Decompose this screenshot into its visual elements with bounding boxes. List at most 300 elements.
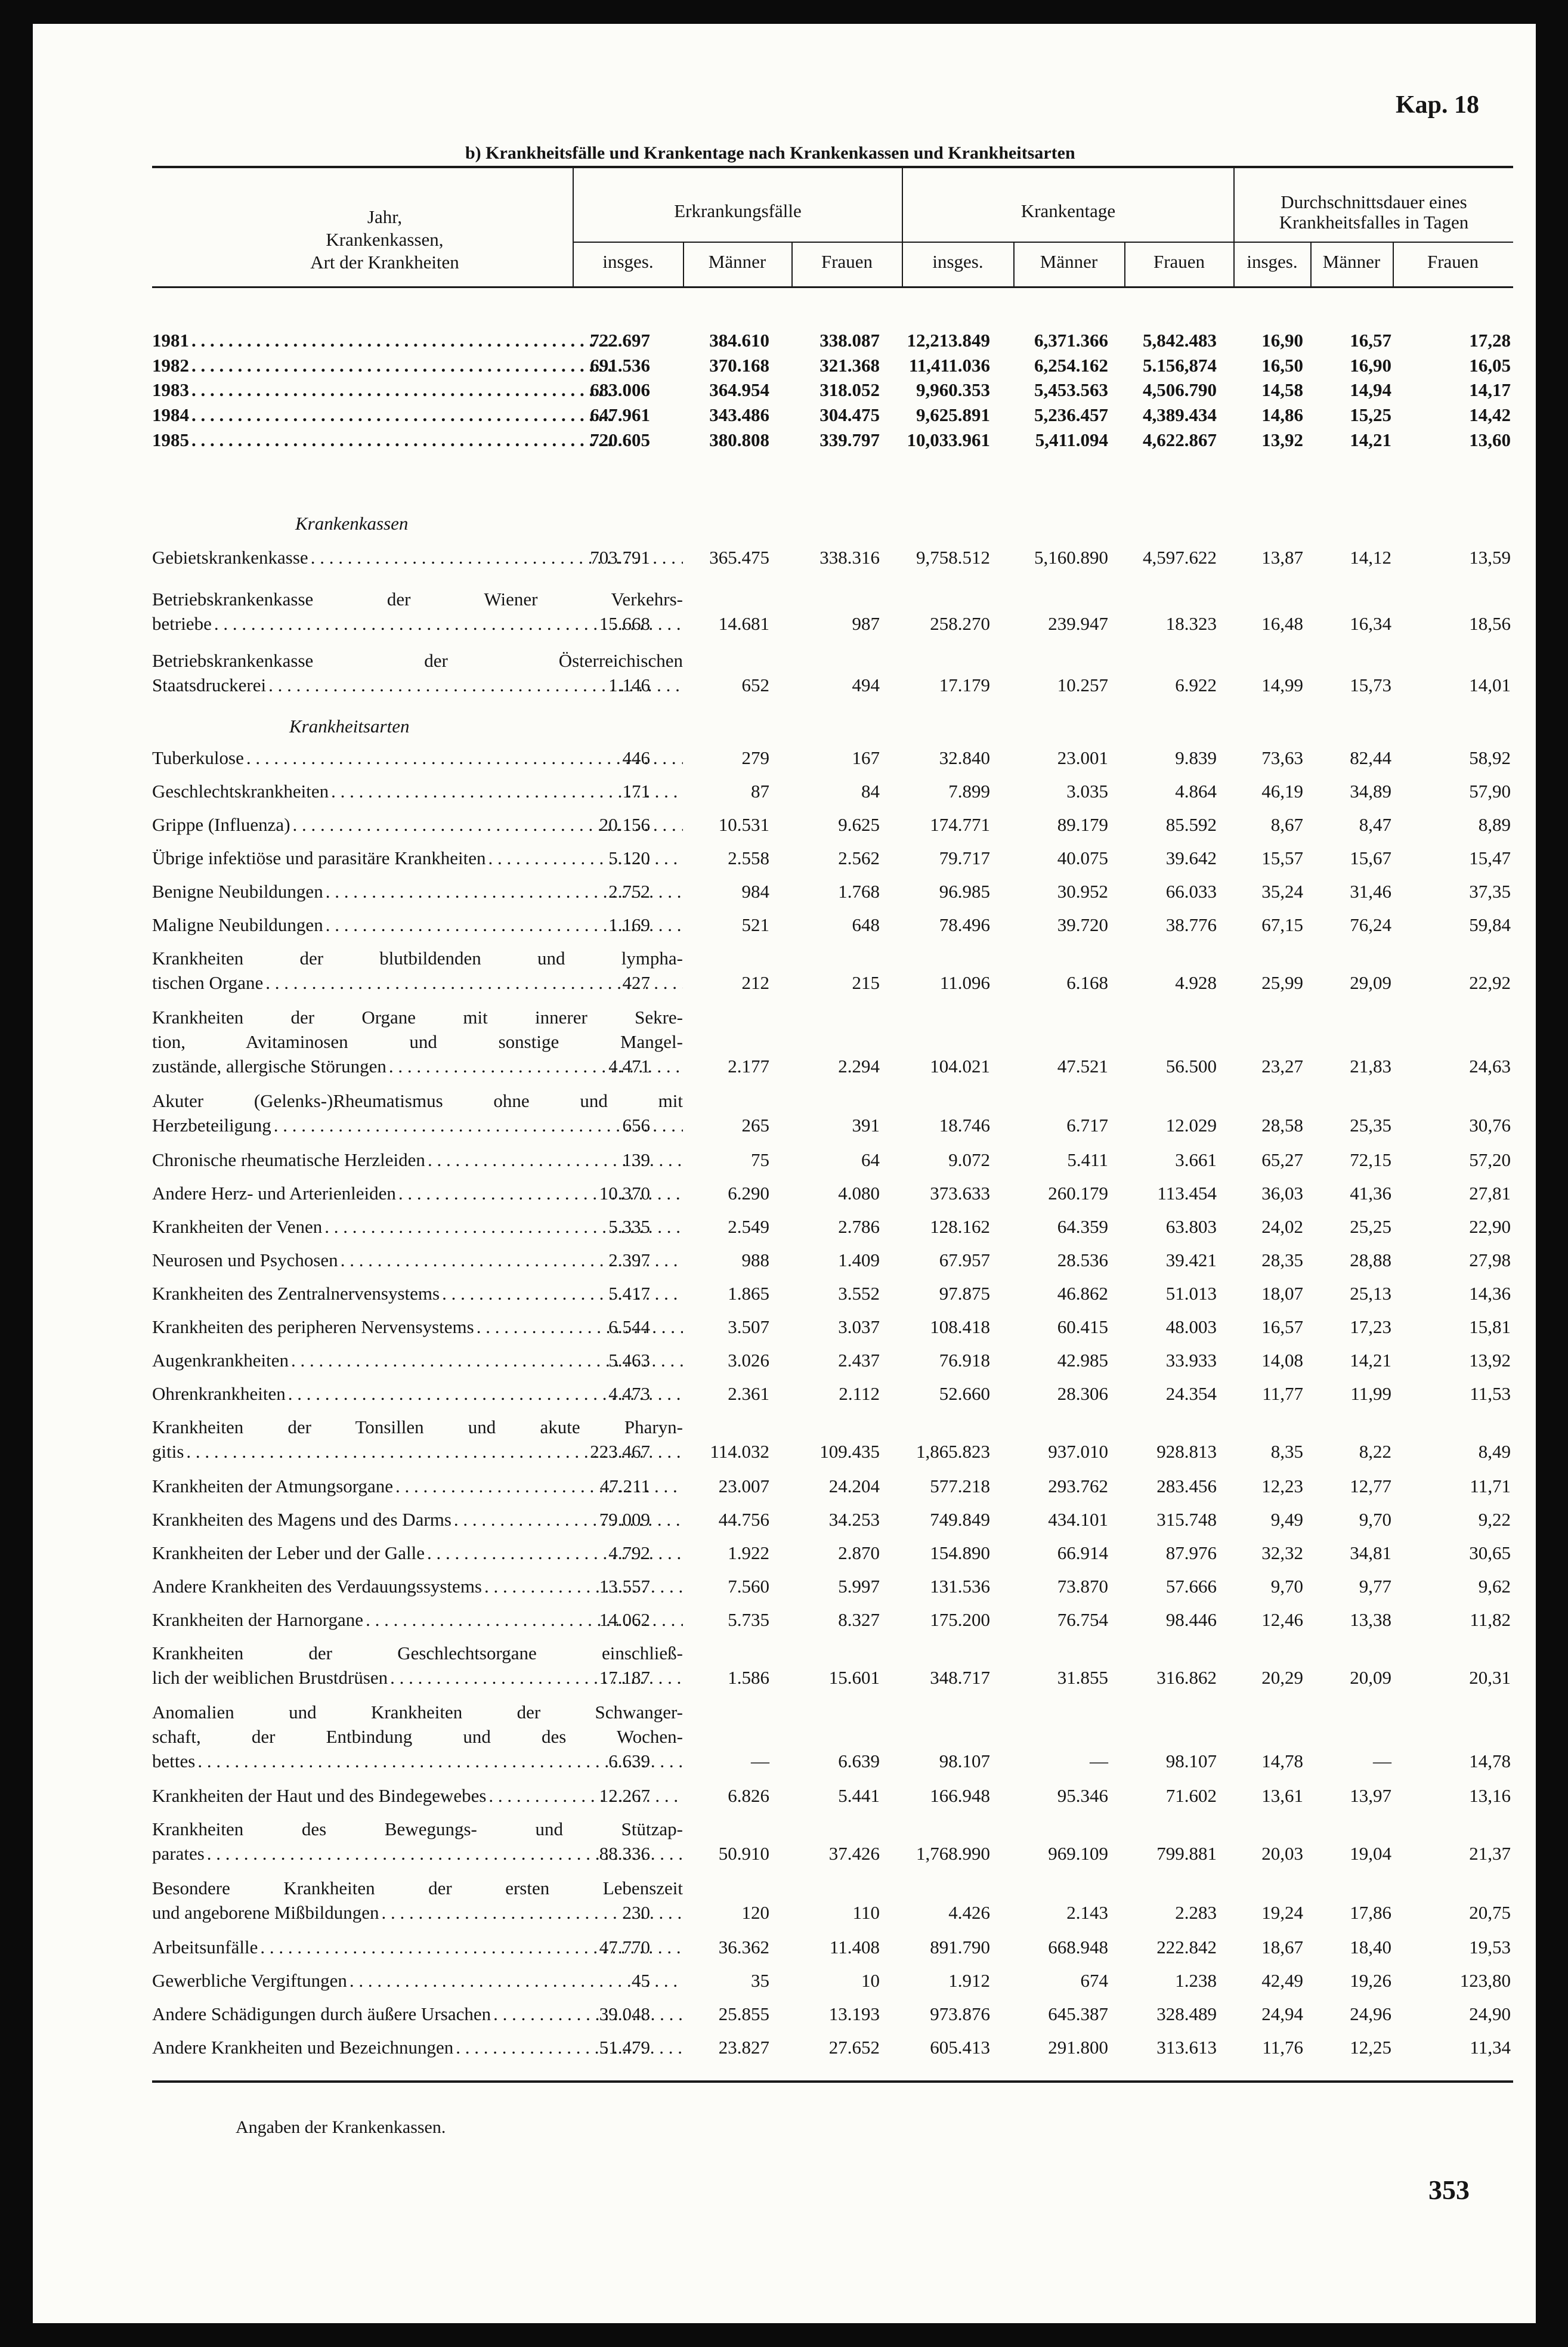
group-header-krankentage: Krankentage bbox=[1020, 200, 1116, 221]
table-cell: 338.316 bbox=[819, 547, 880, 568]
table-cell: 14,58 bbox=[1261, 379, 1303, 400]
leader-dots bbox=[484, 1574, 683, 1598]
table-cell: 4,597.622 bbox=[1143, 547, 1217, 568]
table-cell: 2.562 bbox=[838, 848, 880, 868]
table-cell: 6.717 bbox=[1066, 1115, 1108, 1136]
table-cell: 239.947 bbox=[1048, 613, 1108, 634]
sub-header-cell: Männer bbox=[708, 251, 766, 272]
table-cell: 73,63 bbox=[1261, 747, 1303, 768]
table-cell: 65,27 bbox=[1261, 1149, 1303, 1170]
table-cell: 12,25 bbox=[1350, 2037, 1391, 2058]
table-cell: 47.521 bbox=[1057, 1056, 1108, 1077]
table-cell: 648 bbox=[852, 914, 880, 935]
table-cell: 50.910 bbox=[718, 1843, 769, 1864]
year-label: 1982 bbox=[152, 355, 189, 376]
row-label-text: und angeborene Mißbildungen bbox=[152, 1902, 379, 1923]
row-label-line bbox=[152, 970, 683, 995]
row-label-text: Tuberkulose bbox=[152, 747, 244, 768]
table-cell: 316.862 bbox=[1156, 1667, 1217, 1688]
table-cell: 338.087 bbox=[819, 330, 880, 351]
row-label-line bbox=[152, 1281, 683, 1306]
row-label-text: Augenkrankheiten bbox=[152, 1350, 289, 1371]
table-cell: 16,90 bbox=[1350, 355, 1391, 376]
table-cell: 15.601 bbox=[828, 1667, 880, 1688]
table-cell: 4.792 bbox=[608, 1542, 650, 1563]
table-cell: 2.752 bbox=[608, 881, 650, 902]
row-label-line bbox=[152, 746, 683, 770]
row-label bbox=[152, 1248, 683, 1272]
row-label bbox=[152, 913, 683, 937]
row-label-text: tischen Organe bbox=[152, 972, 264, 993]
table-cell: 96.985 bbox=[939, 881, 990, 902]
row-label-text: Krankheiten des Zentralnervensystems bbox=[152, 1283, 440, 1304]
table-cell: 577.218 bbox=[930, 1476, 990, 1496]
table-cell: 76.918 bbox=[939, 1350, 990, 1371]
table-cell: 17,23 bbox=[1350, 1316, 1391, 1337]
table-cell: 384.610 bbox=[709, 330, 769, 351]
row-label-line bbox=[152, 879, 683, 904]
table-cell: 6.922 bbox=[1175, 675, 1217, 695]
table-cell: 5.335 bbox=[608, 1216, 650, 1237]
table-cell: 41,36 bbox=[1350, 1183, 1391, 1204]
table-cell: 5.441 bbox=[838, 1785, 880, 1806]
table-cell: 42.985 bbox=[1057, 1350, 1108, 1371]
table-cell: 8,47 bbox=[1359, 814, 1391, 835]
table-cell: 66.914 bbox=[1057, 1542, 1108, 1563]
row-label-text: Neurosen und Psychosen bbox=[152, 1250, 338, 1270]
table-cell: 6.639 bbox=[838, 1751, 880, 1771]
table-cell: 11,82 bbox=[1470, 1609, 1511, 1630]
table-cell: 4,622.867 bbox=[1143, 429, 1217, 450]
table-cell: 32.840 bbox=[939, 747, 990, 768]
row-label-text: schaft, der Entbindung und des Wochen- bbox=[152, 1726, 683, 1747]
table-cell: 36.362 bbox=[718, 1937, 769, 1958]
table-cell: 78.496 bbox=[939, 914, 990, 935]
table-cell: 6,254.162 bbox=[1034, 355, 1108, 376]
table-cell: 5,411.094 bbox=[1035, 429, 1108, 450]
table-cell: 9.839 bbox=[1175, 747, 1217, 768]
row-label-text: Krankheiten der Venen bbox=[152, 1216, 323, 1237]
header-vline bbox=[573, 167, 574, 287]
table-cell: 339.797 bbox=[819, 429, 880, 450]
table-cell: 2.549 bbox=[728, 1216, 769, 1237]
table-cell: 31.855 bbox=[1057, 1667, 1108, 1688]
group-header-durchschnittsdauer bbox=[1235, 192, 1513, 233]
table-cell: 25,25 bbox=[1350, 1216, 1391, 1237]
table-cell: 937.010 bbox=[1048, 1441, 1108, 1462]
table-cell: 11,34 bbox=[1470, 2037, 1511, 2058]
header-top-rule bbox=[152, 166, 1513, 168]
row-label-text: Krankheiten des peripheren Nervensystems bbox=[152, 1316, 474, 1337]
table-cell: 9,625.891 bbox=[916, 404, 990, 425]
table-cell: 60.415 bbox=[1057, 1316, 1108, 1337]
table-cell: 19,04 bbox=[1350, 1843, 1391, 1864]
table-cell: 16,57 bbox=[1261, 1316, 1303, 1337]
row-label-line bbox=[152, 1315, 683, 1339]
table-cell: 39.720 bbox=[1057, 914, 1108, 935]
table-cell: 31,46 bbox=[1350, 881, 1391, 902]
table-cell: 25,35 bbox=[1350, 1115, 1391, 1136]
row-label-text: Gewerbliche Vergiftungen bbox=[152, 1970, 347, 1991]
table-cell: 39.642 bbox=[1165, 848, 1217, 868]
table-cell: 5.156,874 bbox=[1143, 355, 1217, 376]
table-cell: 16,34 bbox=[1350, 613, 1391, 634]
table-cell: 6,371.366 bbox=[1034, 330, 1108, 351]
row-label-text: Betriebskrankenkasse der Österreichischen bbox=[152, 650, 683, 671]
table-cell: 7.899 bbox=[948, 781, 990, 802]
table-cell: 11,76 bbox=[1262, 2037, 1303, 2058]
table-cell: 14,78 bbox=[1261, 1751, 1303, 1771]
table-cell: 15,57 bbox=[1261, 848, 1303, 868]
table-cell: 30,76 bbox=[1469, 1115, 1511, 1136]
table-cell: 5,842.483 bbox=[1143, 330, 1217, 351]
row-label-text: tion, Avitaminosen und sonstige Mangel- bbox=[152, 1031, 683, 1052]
table-cell: 131.536 bbox=[930, 1576, 990, 1597]
row-label-text: Krankheiten der Atmungsorgane bbox=[152, 1476, 394, 1496]
table-cell: 34,81 bbox=[1350, 1542, 1391, 1563]
table-cell: 5,453.563 bbox=[1034, 379, 1108, 400]
table-cell: 30.952 bbox=[1057, 881, 1108, 902]
table-cell: 19,53 bbox=[1469, 1937, 1511, 1958]
table-cell: 17.179 bbox=[939, 675, 990, 695]
sub-header-cell: insges. bbox=[932, 251, 984, 272]
table-cell: 13,87 bbox=[1261, 547, 1303, 568]
table-cell: 2.177 bbox=[728, 1056, 769, 1077]
table-cell: 42,49 bbox=[1261, 1970, 1303, 1991]
year-label: 1985 bbox=[152, 429, 189, 450]
table-cell: 128.162 bbox=[930, 1216, 990, 1237]
table-cell: 64.359 bbox=[1057, 1216, 1108, 1237]
table-cell: 110 bbox=[852, 1902, 880, 1923]
leader-dots bbox=[191, 353, 611, 378]
row-label-text: Gebietskrankenkasse bbox=[152, 547, 308, 568]
row-label-text: Arbeitsunfälle bbox=[152, 1937, 258, 1958]
table-cell: 27,98 bbox=[1469, 1250, 1511, 1270]
row-label-line bbox=[152, 1054, 683, 1078]
table-cell: 16,50 bbox=[1261, 355, 1303, 376]
table-cell: 14,21 bbox=[1350, 1350, 1391, 1371]
table-cell: 6.826 bbox=[728, 1785, 769, 1806]
stub-header-line: Art der Krankheiten bbox=[310, 252, 459, 273]
table-cell: 13,92 bbox=[1261, 429, 1303, 450]
table-cell: 318.052 bbox=[819, 379, 880, 400]
table-cell: 57,90 bbox=[1469, 781, 1511, 802]
table-cell: 799.881 bbox=[1156, 1843, 1217, 1864]
table-cell: 104.021 bbox=[930, 1056, 990, 1077]
row-label-text: Krankheiten der Leber und der Galle bbox=[152, 1542, 425, 1563]
row-label-line bbox=[152, 378, 611, 402]
table-cell: 4.473 bbox=[608, 1383, 650, 1404]
table-cell: 9,22 bbox=[1478, 1509, 1511, 1530]
leader-dots bbox=[191, 428, 611, 452]
table-cell: 2.786 bbox=[838, 1216, 880, 1237]
table-cell: 33.933 bbox=[1165, 1350, 1217, 1371]
table-cell: 9,70 bbox=[1270, 1576, 1303, 1597]
table-cell: 52.660 bbox=[939, 1383, 990, 1404]
table-cell: 223.467 bbox=[590, 1441, 650, 1462]
table-cell: — bbox=[751, 1751, 769, 1771]
table-cell: 51.479 bbox=[599, 2037, 650, 2058]
row-label-text: Maligne Neubildungen bbox=[152, 914, 323, 935]
row-label-line bbox=[152, 328, 611, 352]
row-label-text: Benigne Neubildungen bbox=[152, 881, 323, 902]
table-cell: 260.179 bbox=[1048, 1183, 1108, 1204]
row-label-text: Geschlechtskrankheiten bbox=[152, 781, 329, 802]
table-cell: 652 bbox=[741, 675, 769, 695]
table-cell: 12,23 bbox=[1261, 1476, 1303, 1496]
table-cell: 48.003 bbox=[1165, 1316, 1217, 1337]
table-cell: 11.408 bbox=[829, 1937, 880, 1958]
chapter-label: Kap. 18 bbox=[1396, 91, 1480, 119]
row-label-text: Übrige infektiöse und parasitäre Krankheiten bbox=[152, 848, 486, 868]
table-cell: 8,89 bbox=[1478, 814, 1511, 835]
table-cell: 14,78 bbox=[1469, 1751, 1511, 1771]
section-heading-krankheitsarten: Krankheitsarten bbox=[289, 716, 410, 737]
table-cell: 4.471 bbox=[608, 1056, 650, 1077]
table-cell: 6.544 bbox=[608, 1316, 650, 1337]
table-cell: 37,35 bbox=[1469, 881, 1511, 902]
table-cell: 71.602 bbox=[1165, 1785, 1217, 1806]
row-label-line bbox=[152, 1900, 683, 1925]
table-cell: 20,75 bbox=[1469, 1902, 1511, 1923]
table-cell: 647.961 bbox=[590, 404, 650, 425]
table-cell: 14,08 bbox=[1261, 1350, 1303, 1371]
row-label-line bbox=[152, 1214, 683, 1239]
table-cell: 24.354 bbox=[1165, 1383, 1217, 1404]
table-cell: 12,46 bbox=[1261, 1609, 1303, 1630]
table-cell: 2.437 bbox=[838, 1350, 880, 1371]
sub-header-cell: insges. bbox=[1247, 251, 1298, 272]
table-cell: 9.625 bbox=[838, 814, 880, 835]
table-cell: 87 bbox=[751, 781, 769, 802]
table-cell: 18.323 bbox=[1165, 613, 1217, 634]
table-cell: 35 bbox=[751, 1970, 769, 1991]
table-cell: 9,758.512 bbox=[916, 547, 990, 568]
row-label-text: Krankheiten der Haut und des Bindegewebes bbox=[152, 1785, 487, 1806]
row-label-line bbox=[152, 428, 611, 452]
leader-dots bbox=[246, 746, 683, 770]
table-cell: 14.062 bbox=[599, 1609, 650, 1630]
table-cell: 291.800 bbox=[1048, 2037, 1108, 2058]
table-cell: 380.808 bbox=[709, 429, 769, 450]
row-label-text: zustände, allergische Störungen bbox=[152, 1056, 386, 1077]
table-cell: 20.156 bbox=[599, 814, 650, 835]
table-cell: 18,67 bbox=[1261, 1937, 1303, 1958]
leader-dots bbox=[488, 846, 683, 870]
table-cell: 5.735 bbox=[728, 1609, 769, 1630]
table-cell: 67.957 bbox=[939, 1250, 990, 1270]
row-label-text: Krankheiten des Bewegungs- und Stützap- bbox=[152, 1819, 683, 1839]
table-cell: 24,02 bbox=[1261, 1216, 1303, 1237]
row-label bbox=[152, 1281, 683, 1306]
row-label bbox=[152, 879, 683, 904]
table-cell: 123,80 bbox=[1459, 1970, 1511, 1991]
year-label: 1981 bbox=[152, 330, 189, 351]
table-cell: 1.409 bbox=[838, 1250, 880, 1270]
table-cell: 79.717 bbox=[939, 848, 990, 868]
table-cell: 720.605 bbox=[590, 429, 650, 450]
row-label bbox=[152, 1348, 683, 1372]
table-cell: 18,40 bbox=[1350, 1937, 1391, 1958]
table-cell: 1.865 bbox=[728, 1283, 769, 1304]
table-cell: 76,24 bbox=[1350, 914, 1391, 935]
row-label-line bbox=[152, 846, 683, 870]
row-label-text: lich der weiblichen Brustdrüsen bbox=[152, 1667, 388, 1688]
sub-header-cell: Männer bbox=[1040, 251, 1098, 272]
table-cell: 114.032 bbox=[710, 1441, 769, 1462]
table-cell: 13.557 bbox=[599, 1576, 650, 1597]
table-cell: 1.586 bbox=[728, 1667, 769, 1688]
table-cell: 9,77 bbox=[1359, 1576, 1391, 1597]
table-cell: 35,24 bbox=[1261, 881, 1303, 902]
table-cell: 38.776 bbox=[1165, 914, 1217, 935]
table-cell: 13,92 bbox=[1469, 1350, 1511, 1371]
table-cell: 85.592 bbox=[1165, 814, 1217, 835]
table-cell: 279 bbox=[741, 747, 769, 768]
row-label-line bbox=[152, 1148, 683, 1172]
table-cell: 348.717 bbox=[930, 1667, 990, 1688]
table-cell: 139 bbox=[622, 1149, 650, 1170]
table-cell: 22,92 bbox=[1469, 972, 1511, 993]
table-cell: 2.361 bbox=[728, 1383, 769, 1404]
table-cell: 446 bbox=[622, 747, 650, 768]
table-cell: 3.026 bbox=[728, 1350, 769, 1371]
row-label-text: Krankheiten der Organe mit innerer Sekre- bbox=[152, 1007, 683, 1028]
table-cell: 3.037 bbox=[838, 1316, 880, 1337]
row-label-text: Chronische rheumatische Herzleiden bbox=[152, 1149, 425, 1170]
table-cell: 12.267 bbox=[599, 1785, 650, 1806]
table-cell: 668.948 bbox=[1048, 1937, 1108, 1958]
table-cell: 13,61 bbox=[1261, 1785, 1303, 1806]
table-cell: 14,21 bbox=[1350, 429, 1391, 450]
table-cell: 64 bbox=[861, 1149, 880, 1170]
table-cell: 75 bbox=[751, 1149, 769, 1170]
table-cell: 82,44 bbox=[1350, 747, 1391, 768]
row-label-line bbox=[152, 1381, 683, 1406]
table-cell: 11.096 bbox=[939, 972, 990, 993]
table-cell: 1,865.823 bbox=[916, 1441, 990, 1462]
table-cell: 24,94 bbox=[1261, 2003, 1303, 2024]
table-cell: 175.200 bbox=[930, 1609, 990, 1630]
table-cell: 222.842 bbox=[1156, 1937, 1217, 1958]
row-label bbox=[152, 1968, 683, 1993]
row-label-text: Akuter (Gelenks-)Rheumatismus ohne und mit bbox=[152, 1090, 683, 1111]
table-cell: 28,35 bbox=[1261, 1250, 1303, 1270]
table-cell: 373.633 bbox=[930, 1183, 990, 1204]
table-cell: 24.204 bbox=[828, 1476, 880, 1496]
row-label-text: gitis bbox=[152, 1441, 184, 1462]
table-cell: 11,53 bbox=[1470, 1383, 1511, 1404]
table-cell: 691.536 bbox=[590, 355, 650, 376]
table-cell: 3.661 bbox=[1175, 1149, 1217, 1170]
table-cell: 11,411.036 bbox=[908, 355, 990, 376]
leader-dots bbox=[191, 378, 611, 402]
table-cell: 23.827 bbox=[718, 2037, 769, 2058]
table-cell: 23.007 bbox=[718, 1476, 769, 1496]
table-cell: 28.536 bbox=[1057, 1250, 1108, 1270]
row-label-line bbox=[152, 1248, 683, 1272]
header-vline bbox=[902, 167, 903, 287]
table-cell: 313.613 bbox=[1156, 2037, 1217, 2058]
table-cell: 44.756 bbox=[718, 1509, 769, 1530]
row-label-line bbox=[152, 1749, 683, 1773]
table-cell: 3.507 bbox=[728, 1316, 769, 1337]
table-cell: 97.875 bbox=[939, 1283, 990, 1304]
header-vline bbox=[1013, 242, 1015, 287]
table-cell: 14,01 bbox=[1469, 675, 1511, 695]
row-label-text: bettes bbox=[152, 1751, 196, 1771]
table-cell: 27.652 bbox=[828, 2037, 880, 2058]
table-cell: 28.306 bbox=[1057, 1383, 1108, 1404]
table-cell: 18.746 bbox=[939, 1115, 990, 1136]
table-cell: 89.179 bbox=[1057, 814, 1108, 835]
table-cell: 58,92 bbox=[1469, 747, 1511, 768]
table-cell: 30,65 bbox=[1469, 1542, 1511, 1563]
table-cell: 14,42 bbox=[1469, 404, 1511, 425]
row-label-text: Staatsdruckerei bbox=[152, 675, 267, 695]
table-cell: 2.112 bbox=[839, 1383, 880, 1404]
table-cell: 72,15 bbox=[1350, 1149, 1391, 1170]
table-cell: 11,77 bbox=[1262, 1383, 1303, 1404]
row-label bbox=[152, 1148, 683, 1172]
section-heading-krankenkassen: Krankenkassen bbox=[295, 513, 409, 534]
table-cell: 154.890 bbox=[930, 1542, 990, 1563]
table-cell: 10.370 bbox=[599, 1183, 650, 1204]
table-cell: 4.426 bbox=[948, 1902, 990, 1923]
table-cell: 212 bbox=[741, 972, 769, 993]
row-label bbox=[152, 846, 683, 870]
row-label-line bbox=[152, 1113, 683, 1137]
row-label-text: Andere Krankheiten des Verdauungssystems bbox=[152, 1576, 482, 1597]
table-cell: 364.954 bbox=[709, 379, 769, 400]
row-label-line bbox=[152, 779, 683, 803]
table-bottom-rule bbox=[152, 2080, 1513, 2083]
table-cell: 29,09 bbox=[1350, 972, 1391, 993]
table-cell: 1.922 bbox=[728, 1542, 769, 1563]
row-label-text: Andere Schädigungen durch äußere Ursachen bbox=[152, 2003, 491, 2024]
table-cell: 494 bbox=[852, 675, 880, 695]
group-header-line: Durchschnittsdauer eines bbox=[1281, 191, 1467, 212]
row-label bbox=[152, 1876, 683, 1925]
table-cell: 16,48 bbox=[1261, 613, 1303, 634]
table-cell: 13,59 bbox=[1469, 547, 1511, 568]
table-cell: 2.294 bbox=[838, 1056, 880, 1077]
table-cell: 722.697 bbox=[590, 330, 650, 351]
table-cell: 3.035 bbox=[1066, 781, 1108, 802]
leader-dots bbox=[191, 328, 611, 352]
table-cell: 13,60 bbox=[1469, 429, 1511, 450]
table-cell: 73.870 bbox=[1057, 1576, 1108, 1597]
table-cell: 14,12 bbox=[1350, 547, 1391, 568]
table-cell: 18,07 bbox=[1261, 1283, 1303, 1304]
header-vline bbox=[791, 242, 793, 287]
table-cell: 36,03 bbox=[1261, 1183, 1303, 1204]
table-cell: 12.029 bbox=[1165, 1115, 1217, 1136]
table-cell: 7.560 bbox=[728, 1576, 769, 1597]
table-cell: 22,90 bbox=[1469, 1216, 1511, 1237]
table-cell: 391 bbox=[852, 1115, 880, 1136]
row-label-line bbox=[152, 1348, 683, 1372]
row-label bbox=[152, 1089, 683, 1137]
table-cell: 16,57 bbox=[1350, 330, 1391, 351]
table-cell: 321.368 bbox=[819, 355, 880, 376]
table-cell: 39.048 bbox=[599, 2003, 650, 2024]
table-cell: 20,03 bbox=[1261, 1843, 1303, 1864]
table-cell: 427 bbox=[622, 972, 650, 993]
table-cell: 265 bbox=[741, 1115, 769, 1136]
sub-header-cell: Frauen bbox=[1427, 251, 1479, 272]
table-cell: 25.855 bbox=[718, 2003, 769, 2024]
